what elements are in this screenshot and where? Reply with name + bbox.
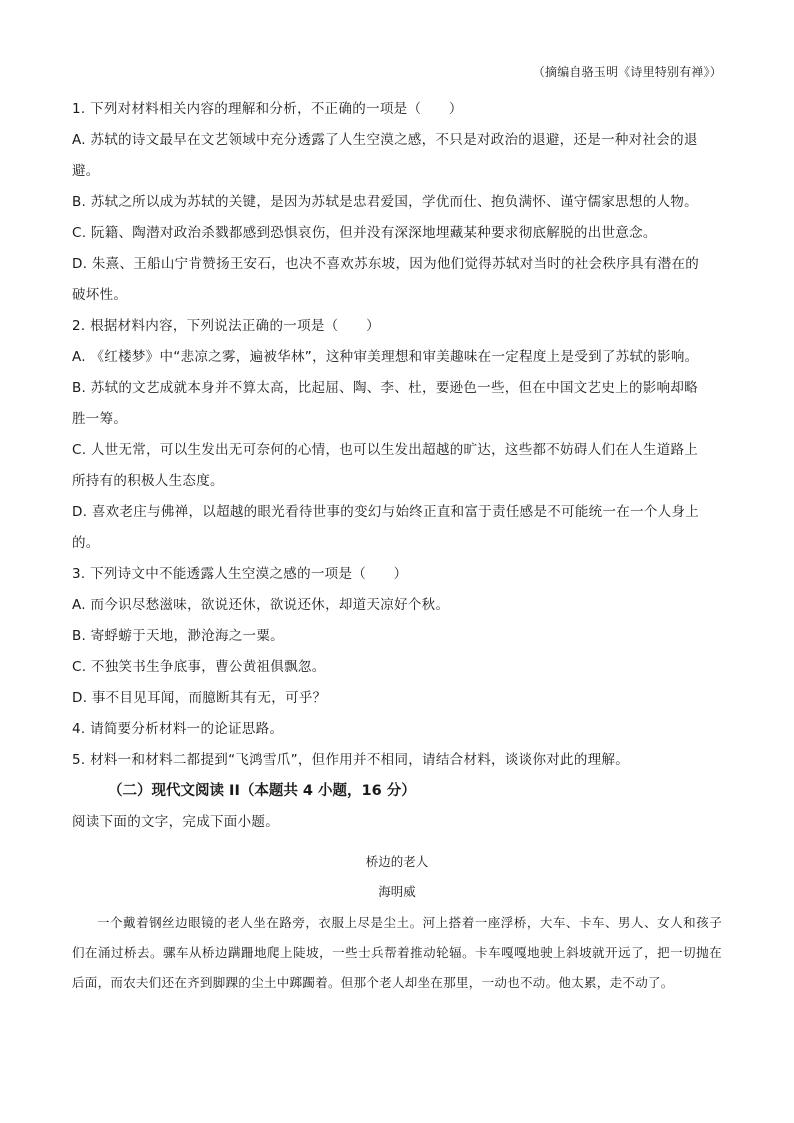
story-title: 桥边的老人 xyxy=(365,854,429,869)
option-c: C. 不独笑书生争底事，曹公黄祖俱飘忽。 xyxy=(72,659,326,675)
story-author: 海明威 xyxy=(378,884,416,899)
option-d-continued: 的。 xyxy=(72,535,100,551)
question-3 xyxy=(72,559,722,714)
option-d: D. 喜欢老庄与佛禅，以超越的眼光看待世事的变幻与始终正直和富于责任感是不可能统一在一个人身上 xyxy=(72,504,700,520)
option-d: D. 朱熹、王船山宁肯赞扬王安石，也决不喜欢苏东坡，因为他们觉得苏轼对当时的社会秩序具有潜在的 xyxy=(72,256,700,272)
question-5: 5. 材料一和材料二都提到“飞鸿雪爪”，但作用并不相同，请结合材料，谈谈你对此的理解。 xyxy=(72,752,630,768)
section-heading: （二）现代文阅读 II（本题共 4 小题，16 分） xyxy=(108,783,416,799)
option-b: B. 苏轼的文艺成就本身并不算太高，比起屈、陶、李、杜，要逊色一些，但在中国文艺史上的影响却略 xyxy=(72,380,698,396)
option-a: A. 《红楼梦》中“悲凉之雾，遍被华林”，这种审美理想和审美趣味在一定程度上是受到了苏轼的影响。 xyxy=(72,349,699,365)
option-b: B. 苏轼之所以成为苏轼的关键，是因为苏轼是忠君爱国，学优而仕、抱负满怀、谨守儒家思想的人物。 xyxy=(72,194,698,210)
option-c: C. 阮籍、陶潜对政治杀戮都感到恐惧哀伤，但并没有深深地埋藏某种要求彻底解脱的出世意念。 xyxy=(72,225,657,241)
source-citation: （摘编自骆玉明《诗里特别有禅》） xyxy=(532,65,722,79)
option-d: D. 事不目见耳闻，而臆断其有无，可乎？ xyxy=(72,690,327,706)
option-a: A. 苏轼的诗文最早在文艺领域中充分透露了人生空漠之感，不只是对政治的退避，还是一种对社会的退 xyxy=(72,132,698,148)
option-c-continued: 所持有的积极人生态度。 xyxy=(72,473,224,489)
question-1 xyxy=(72,94,722,311)
option-b: B. 寄蜉蝣于天地，渺沧海之一粟。 xyxy=(72,628,284,644)
question-stem: 1. 下列对材料相关内容的理解和分析，不正确的一项是（ ） xyxy=(72,101,463,117)
document-page xyxy=(72,62,722,998)
option-d-continued: 破坏性。 xyxy=(72,287,128,303)
story-paragraph: 一个戴着钢丝边眼镜的老人坐在路旁，衣服上尽是尘土。河上搭着一座浮桥，大车、卡车、男人、女人和孩子们在涌过桥去。骡车从桥边蹒跚地爬上陡坡，一些士兵帮着推动轮辐。卡车嘎嘎地驶上斜坡就开远了，把一切抛在后面，而农夫们还在齐到脚踝的尘土中踯躅着。但那个老人却坐在那里，一动也不动。他太累，走不动了。 xyxy=(72,915,722,990)
question-4: 4. 请简要分析材料一的论证思路。 xyxy=(72,721,284,737)
question-stem: 2. 根据材料内容，下列说法正确的一项是（ ） xyxy=(72,318,380,334)
option-b-continued: 胜一筹。 xyxy=(72,411,128,427)
section-instruction: 阅读下面的文字，完成下面小题。 xyxy=(72,814,279,830)
question-stem: 3. 下列诗文中不能透露人生空漠之感的一项是（ ） xyxy=(72,566,408,582)
option-a-continued: 避。 xyxy=(72,163,100,179)
question-2 xyxy=(72,311,722,559)
option-c: C. 人世无常，可以生发出无可奈何的心情，也可以生发出超越的旷达，这些都不妨碍人们在人生道路上 xyxy=(72,442,699,458)
option-a: A. 而今识尽愁滋味，欲说还休，欲说还休，却道天凉好个秋。 xyxy=(72,597,450,613)
